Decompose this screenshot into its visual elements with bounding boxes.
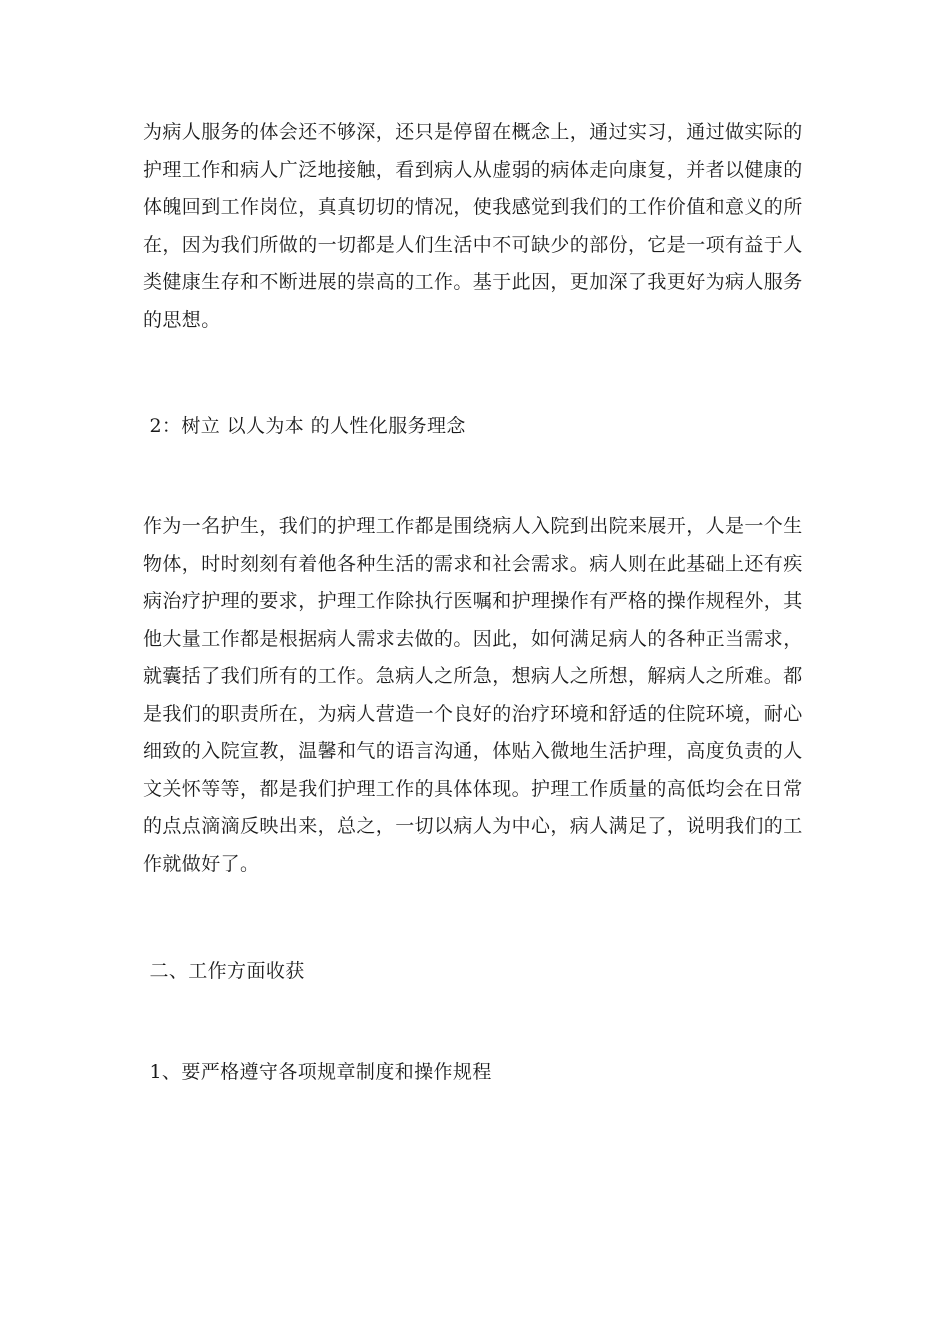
text-line: 的点点滴滴反映出来，总之，一切以病人为中心，病人满足了，说明我们的工	[143, 815, 803, 837]
text-line: 作为一名护生，我们的护理工作都是围绕病人入院到出院来展开，人是一个生	[143, 515, 803, 537]
text-line: 文关怀等等，都是我们护理工作的具体体现。护理工作质量的高低均会在日常	[143, 777, 803, 800]
text-line: 病治疗护理的要求，护理工作除执行医嘱和护理操作有严格的操作规程外，其	[143, 590, 803, 612]
text-line: 细致的入院宣教，温馨和气的语言沟通，体贴入微地生活护理，高度负责的人	[143, 740, 803, 762]
text-line: 为病人服务的体会还不够深，还只是停留在概念上，通过实习，通过做实际的	[143, 121, 803, 143]
text-line: 就囊括了我们所有的工作。急病人之所急，想病人之所想，解病人之所难。都	[143, 665, 803, 687]
heading-work-gains: 二、工作方面收获	[143, 960, 305, 982]
paragraph-nursing-work	[143, 508, 807, 883]
text-line: 类健康生存和不断进展的崇高的工作。基于此因，更加深了我更好为病人服务	[143, 271, 803, 293]
heading-follow-rules: 1、要严格遵守各项规章制度和操作规程	[143, 1061, 492, 1083]
text-line: 作就做好了。	[143, 852, 260, 875]
text-line: 物体，时时刻刻有着他各种生活的需求和社会需求。病人则在此基础上还有疾	[143, 552, 803, 575]
text-line: 的思想。	[143, 308, 221, 331]
heading-humanized-service: 2：树立 以人为本 的人性化服务理念	[143, 415, 466, 437]
text-line: 是我们的职责所在，为病人营造一个良好的治疗环境和舒适的住院环境，耐心	[143, 702, 803, 725]
text-line: 在，因为我们所做的一切都是人们生活中不可缺少的部份，它是一项有益于人	[143, 233, 803, 256]
text-line: 护理工作和病人广泛地接触，看到病人从虚弱的病体走向康复，并者以健康的	[143, 158, 803, 181]
text-line: 体魄回到工作岗位，真真切切的情况，使我感觉到我们的工作价值和意义的所	[143, 196, 803, 218]
paragraph-patient-service	[143, 114, 807, 339]
text-line: 他大量工作都是根据病人需求去做的。因此，如何满足病人的各种正当需求，	[143, 627, 803, 650]
